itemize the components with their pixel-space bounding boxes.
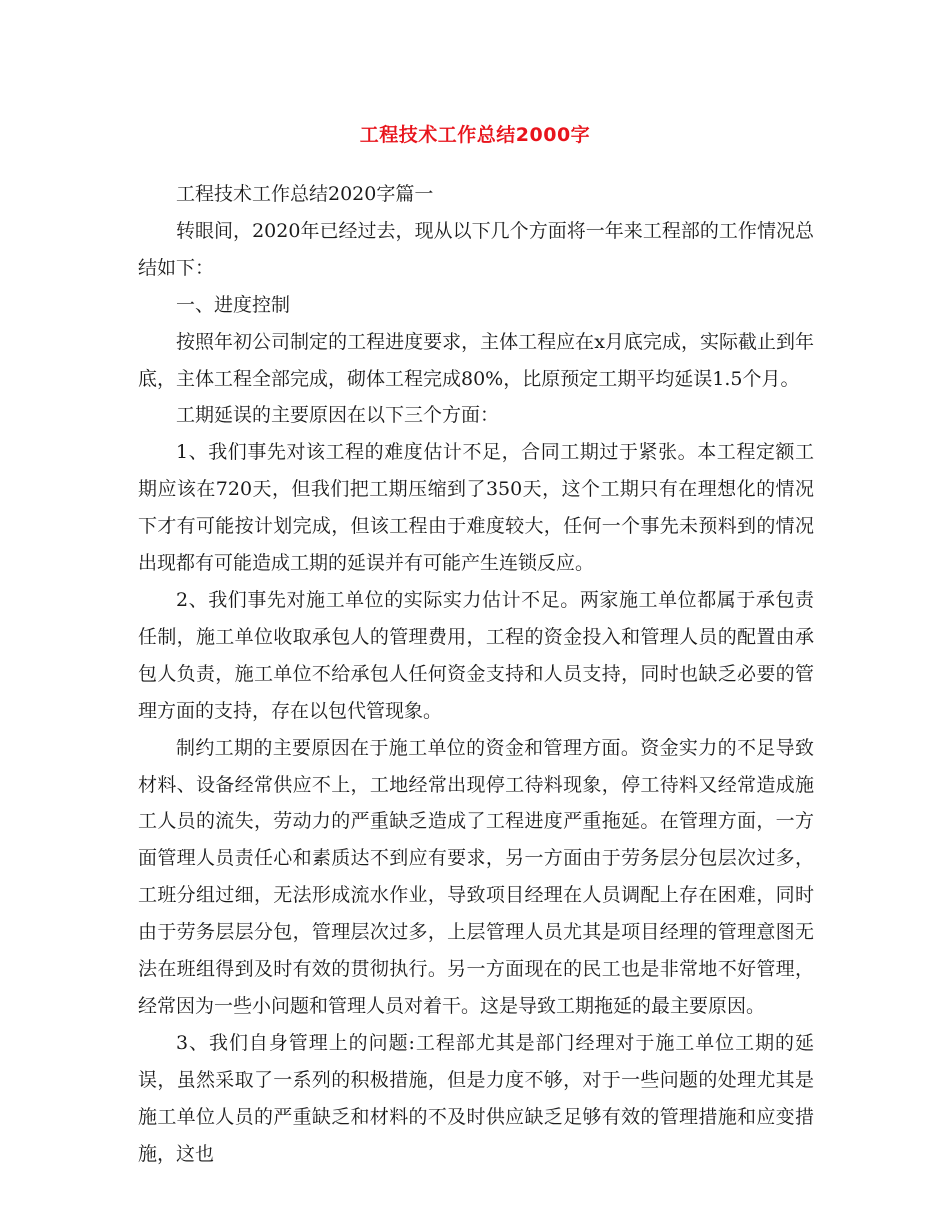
paragraph-intro: 转眼间，2020年已经过去，现从以下几个方面将一年来工程部的工作情况总结如下： [138, 219, 814, 279]
paragraph-delay-reasons: 工期延误的主要原因在以下三个方面： [176, 404, 500, 427]
paragraph-section-heading: 工程技术工作总结2020字篇一 [176, 183, 434, 205]
document-title: 工程技术工作总结2000字 [359, 124, 591, 146]
paragraph-progress-status: 按照年初公司制定的工程进度要求，主体工程应在x月底完成，实际截止到年底，主体工程全部完成，砌体工程完成80%，比原预定工期平均延误1.5个月。 [138, 330, 814, 390]
paragraph-reason-3: 3、我们自身管理上的问题:工程部尤其是部门经理对于施工单位工期的延误，虽然采取了一系列的积极措施，但是力度不够，对于一些问题的处理尤其是施工单位人员的严重缺乏和材料的不及时供应缺乏足够有效的管理措施和应变措施，这也 [138, 1031, 814, 1165]
paragraph-main-cause: 制约工期的主要原因在于施工单位的资金和管理方面。资金实力的不足导致材料、设备经常供应不上，工地经常出现停工待料现象，停工待料又经常造成施工人员的流失，劳动力的严重缺乏造成了工程进度严重拖延。在管理方面，一方面管理人员责任心和素质达不到应有要求，另一方面由于劳务层分包层次过多，工班分组过细，无法形成流水作业，导致项目经理在人员调配上存在困难，同时由于劳务层层分包，管理层次过多，上层管理人员尤其是项目经理的管理意图无法在班组得到及时有效的贯彻执行。另一方面现在的民工也是非常地不好管理，经常因为一些小问题和管理人员对着干。这是导致工期拖延的最主要原因。 [138, 736, 814, 1017]
paragraph-reason-1: 1、我们事先对该工程的难度估计不足，合同工期过于紧张。本工程定额工期应该在720天，但我们把工期压缩到了350天，这个工期只有在理想化的情况下才有可能按计划完成，但该工程由于难度较大，任何一个事先未预料到的情况出现都有可能造成工期的延误并有可能产生连锁反应。 [138, 441, 814, 575]
paragraph-heading-progress: 一、进度控制 [176, 293, 291, 316]
paragraph-reason-2: 2、我们事先对施工单位的实际实力估计不足。两家施工单位都属于承包责任制，施工单位收取承包人的管理费用，工程的资金投入和管理人员的配置由承包人负责，施工单位不给承包人任何资金支持和人员支持，同时也缺乏必要的管理方面的支持，存在以包代管现象。 [138, 588, 814, 722]
document-body [138, 176, 814, 1172]
